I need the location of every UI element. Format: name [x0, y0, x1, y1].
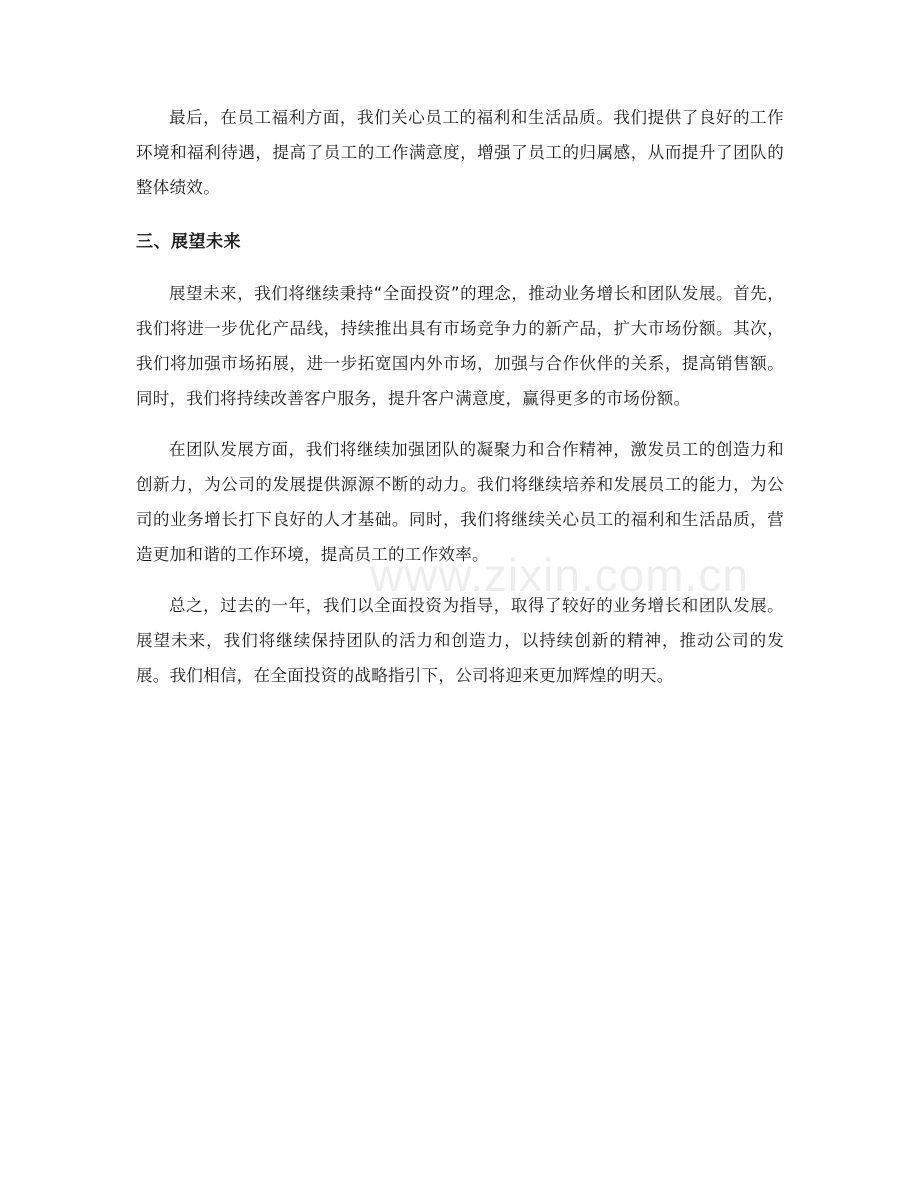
paragraph-conclusion: 总之，过去的一年，我们以全面投资为指导，取得了较好的业务增长和团队发展。展望未来，我们将继续保持团队的活力和创造力，以持续创新的精神，推动公司的发展。我们相信，在全面投资的战略指引下，公司将迎来更加辉煌的明天。: [136, 596, 784, 685]
document-body: [136, 100, 784, 693]
section-heading: 三、展望未来: [136, 232, 241, 252]
watermark-text: www.zixin.com.cn: [370, 549, 749, 601]
paragraph-employee-welfare: 最后，在员工福利方面，我们关心员工的福利和生活品质。我们提供了良好的工作环境和福利待遇，提高了员工的工作满意度，增强了员工的归属感，从而提升了团队的整体绩效。: [136, 108, 784, 197]
paragraph-team-development: 在团队发展方面，我们将继续加强团队的凝聚力和合作精神，激发员工的创造力和创新力，为公司的发展提供源源不断的动力。我们将继续培养和发展员工的能力，为公司的业务增长打下良好的人才基础。同时，我们将继续关心员工的福利和生活品质，营造更加和谐的工作环境，提高员工的工作效率。: [136, 440, 784, 564]
paragraph-outlook: 展望未来，我们将继续秉持“全面投资”的理念，推动业务增长和团队发展。首先，我们将进一步优化产品线，持续推出具有市场竞争力的新产品，扩大市场份额。其次，我们将加强市场拓展，进一步拓宽国内外市场，加强与合作伙伴的关系，提高销售额。同时，我们将持续改善客户服务，提升客户满意度，赢得更多的市场份额。: [136, 284, 784, 408]
